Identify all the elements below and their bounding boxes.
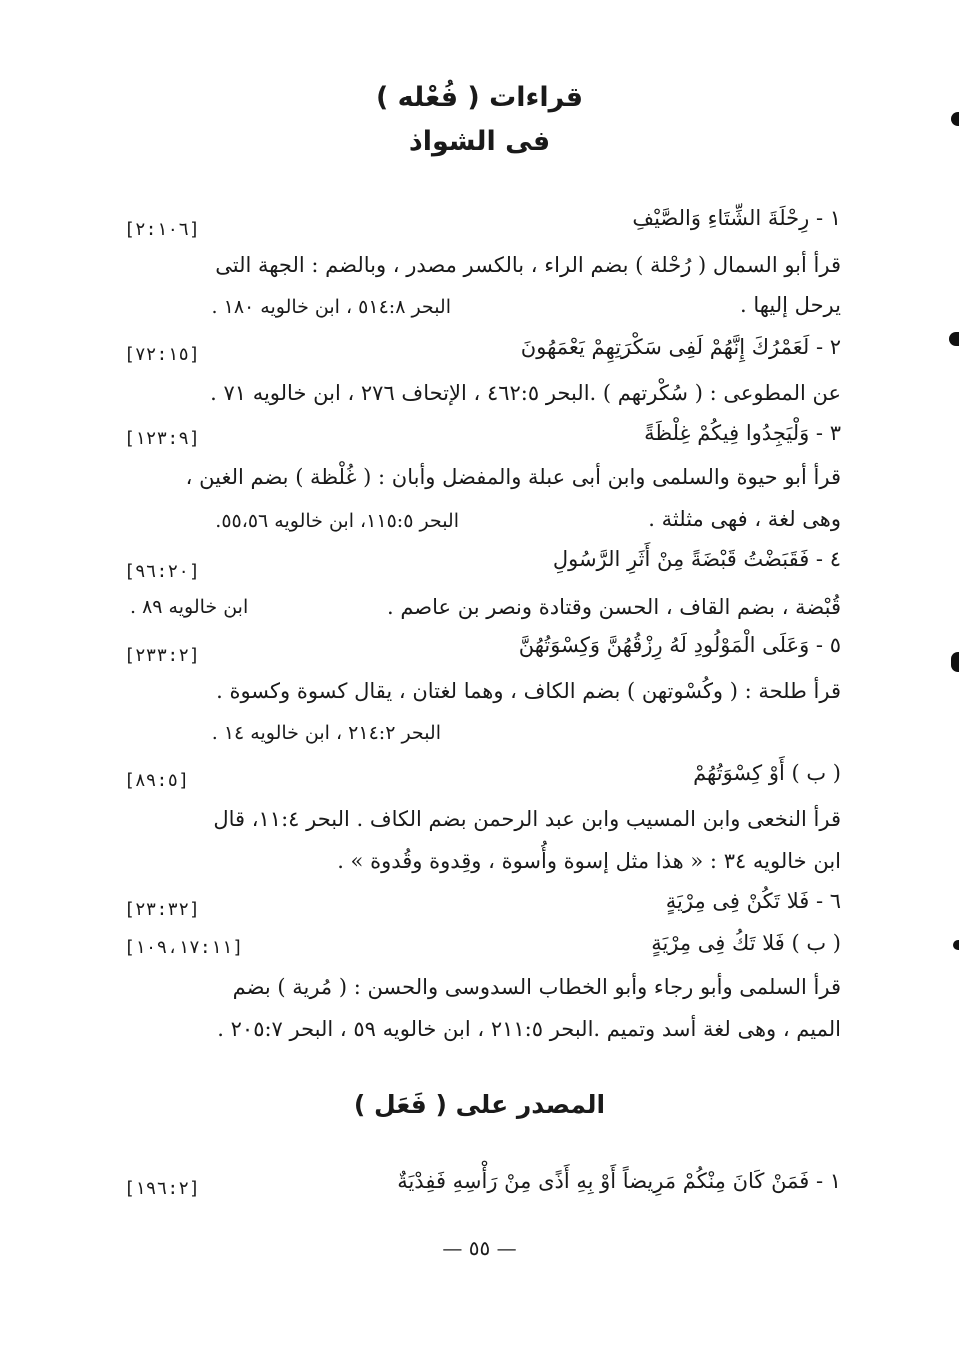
commentary-line: عن المطوعى : ( سُكْرتهم ) .البحر ٤٦٢:٥ ، الإتحاف ٢٧٦ ، ابن خالويه ٧١ .: [210, 381, 841, 405]
commentary-line: قرأ النخعى وابن المسيب وابن عبد الرحمن بضم الكاف . البحر ١١:٤، قال: [213, 807, 841, 831]
commentary-line: يرحل إليها .: [740, 293, 841, 317]
verse-reference: [١٠٩،١٧:١١]: [124, 937, 244, 958]
scan-edge-mark: [953, 940, 959, 950]
commentary-line: الميم ، وهى لغة أسد وتميم .البحر ٢١١:٥ ، ابن خالويه ٥٩ ، البحر ٢٠٥:٧ .: [217, 1017, 841, 1041]
verse: ( ب ) فَلا تَكُ فِى مِرْيَةٍ: [651, 931, 841, 955]
verse-reference: [٧٢:١٥]: [124, 344, 200, 365]
verse-reference: [١٩٦:٢]: [124, 1178, 200, 1199]
verse: ٥ - وَعَلَى الْمَوْلُودِ لَهُ رِزْقُهُنَّ وَكِسْوَتُهُنَّ: [518, 633, 841, 657]
verse-reference: [٨٩:٥]: [124, 770, 190, 791]
page-title: قراءات ( فُعْله ): [375, 82, 584, 113]
section-title: المصدر على ( فَعَل ): [353, 1090, 606, 1119]
commentary-line: قرأ السلمى وأبو رجاء وأبو الخطاب السدوسى والحسن : ( مُرية ) بضم: [232, 975, 841, 999]
verse: ٣ - وَلْيَجِدُوا فِيكُمْ غِلْظَةً: [644, 421, 841, 445]
scan-edge-mark: [951, 652, 959, 672]
verse-reference: [٢:١٠٦]: [124, 219, 200, 240]
verse: ٦ - فَلا تَكُنْ فِى مِرْيَةٍ: [665, 889, 841, 913]
page-subtitle: فى الشواذ: [408, 126, 551, 157]
verse-reference: [٢٣:٣٢]: [124, 899, 200, 920]
source-citation: البحر ٢١٤:٢ ، ابن خالويه ١٤ .: [211, 722, 441, 744]
commentary-line: وهى لغة ، فهى مثلثة .: [648, 507, 841, 531]
verse: ٢ - لَعَمْرُكَ إِنَّهُمْ لَفِى سَكْرَتِهِمْ يَعْمَهُونَ: [520, 335, 841, 359]
verse-reference: [٩٦:٢٠]: [124, 561, 200, 582]
verse-reference: [١٢٣:٩]: [124, 428, 200, 449]
verse-reference: [٢٣٣:٢]: [124, 645, 200, 666]
commentary-line: قُبْضة ، بضم القاف ، الحسن وقتادة ونصر بن عاصم .: [386, 595, 841, 619]
verse: ١ - رِحْلَةَ الشِّتَاءِ وَالصَّيْفِ: [632, 206, 841, 230]
commentary-line: ابن خالويه ٣٤ : « هذا مثل إسوة وأُسوة ، وقِدوة وقُدوة » .: [337, 849, 841, 873]
scan-edge-mark: [951, 112, 959, 126]
source-citation: ابن خالويه ٨٩ .: [130, 596, 249, 618]
commentary-line: قرأ أبو السمال ( رُحْلة ) بضم الراء ، بالكسر مصدر ، وبالضم : الجهة التى: [215, 253, 841, 277]
source-citation: البحر ١١٥:٥، ابن خالويه ٥٥،٥٦.: [215, 510, 459, 532]
source-citation: البحر ٥١٤:٨ ، ابن خالويه ١٨٠ .: [211, 296, 451, 318]
verse: ٤ - فَقَبَضْتُ قَبْضَةً مِنْ أَثَرِ الرَّسُولِ: [552, 547, 841, 571]
scan-edge-mark: [949, 332, 959, 346]
commentary-line: قرأ طلحة : ( وكُسْوتهن ) بضم الكاف ، وهما لغتان ، يقال كسوة وكسوة .: [216, 679, 841, 703]
commentary-line: قرأ أبو حيوة والسلمى وابن أبى عبلة والمفضل وأبان : ( غُلْظة ) بضم الغين ،: [185, 465, 841, 489]
verse: ١ - فَمَنْ كَانَ مِنْكُمْ مَرِيضاً أَوْ بِهِ أَذًى مِنْ رَأْسِهِ فَفِدْيَةٌ: [397, 1169, 841, 1193]
verse: ( ب ) أَوْ كِسْوَتُهُمْ: [693, 761, 841, 785]
page-number: — ٥٥ —: [442, 1236, 517, 1260]
